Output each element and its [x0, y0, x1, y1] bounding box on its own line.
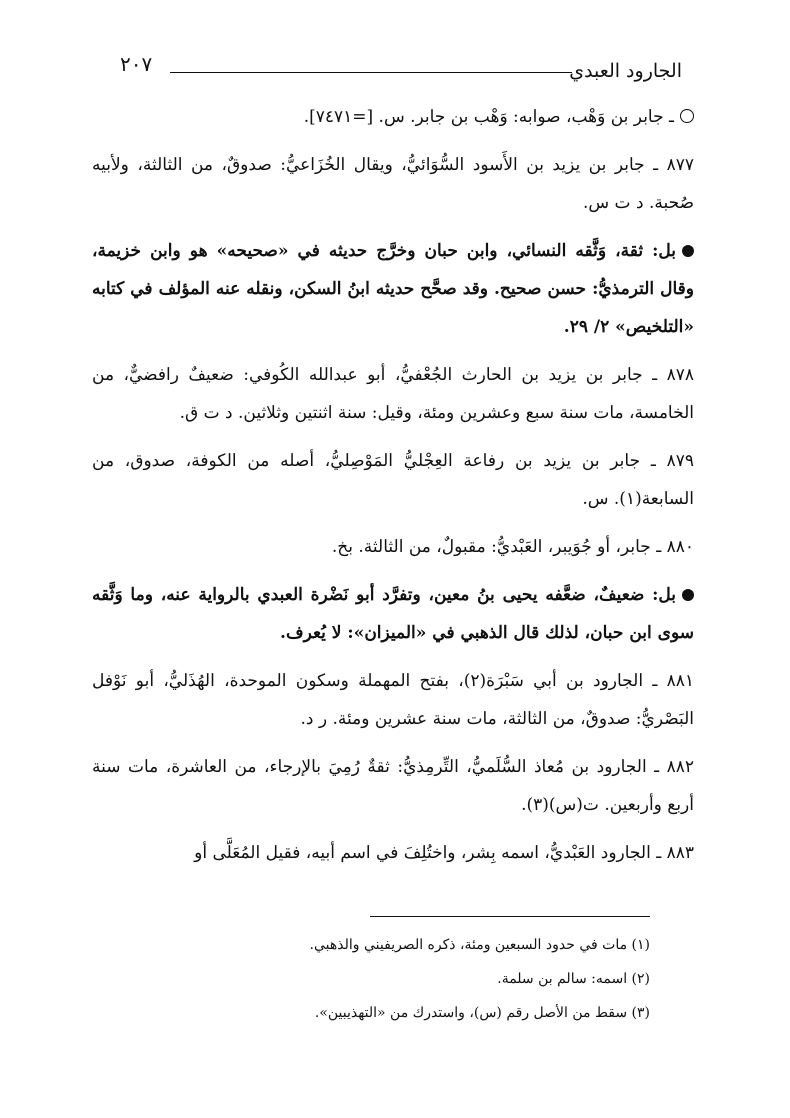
bullet-dot-icon: [682, 589, 694, 601]
entry-881: [92, 662, 694, 748]
annotation-877: [92, 232, 694, 356]
footnote-rule: [370, 916, 650, 917]
entry-text: ٨٨٢ ـ الجارود بن مُعاذ السُّلَميُّ، التِّرمِذيُّ: ثقةٌ رُمِيَ بالإرجاء، من العاشرة، مات سنة أربع وأربعين. ت(س)(٣).: [92, 757, 694, 815]
entry-text: بل: ضعيفٌ، ضعَّفه يحيى بنُ معين، وتفرَّد أبو نَضْرة العبدي بالرواية عنه، وما وَثَّقه سوى ابن حبان، لذلك قال الذهبي في «الميزان»: لا يُعرف.: [92, 585, 694, 643]
entry-text: ٨٧٨ ـ جابر بن يزيد بن الحارث الجُعْفيُّ، أبو عبدالله الكُوفي: ضعيفٌ رافضيٌّ، من الخامسة، مات سنة سبع وعشرين ومئة، وقيل: سنة اثنتين وثلاثين. د ت ق.: [92, 365, 694, 423]
circle-marker-icon: [680, 109, 694, 123]
entry-text: ٨٨٣ ـ الجارود العَبْديُّ، اسمه بِشر، واختُلِفَ في اسم أبيه، فقيل المُعَلَّى أو: [194, 843, 694, 863]
entry-879: [92, 442, 694, 528]
entry-877: [92, 146, 694, 232]
entry-text: ٨٨٠ ـ جابر، أو جُوَيبر، العَبْديُّ: مقبولٌ، من الثالثة. بخ.: [331, 537, 694, 557]
running-header: [120, 52, 682, 94]
footnote-1: (١) مات في حدود السبعين ومئة، ذكره الصريفيني والذهبي.: [309, 937, 650, 953]
entry-0: [92, 98, 694, 146]
footnote-2: (٢) اسمه: سالم بن سلمة.: [497, 971, 650, 987]
footnote-3: (٣) سقط من الأصل رقم (س)، واستدرك من «التهذيبين».: [314, 1005, 650, 1021]
entry-text: بل: ثقة، وَثَّقه النسائي، وابن حبان وخرَّج حديثه في «صحيحه» هو وابن خزيمة، وقال الترمذيُّ: حسن صحيح. وقد صحَّح حديثه ابنُ السكن، ونقله عنه المؤلف في كتابه «التلخيص» ٢/ ٢٩.: [92, 241, 694, 337]
footnotes: [250, 928, 650, 1030]
entry-text: ٨٧٩ ـ جابر بن يزيد بن رفاعة العِجْليُّ المَوْصِليُّ، أصله من الكوفة، صدوق، من السابعة(١). س.: [92, 451, 694, 509]
entry-882: [92, 748, 694, 834]
entry-880: [92, 528, 694, 576]
entry-text: ٨٧٧ ـ جابر بن يزيد بن الأَسود السُّوَائيُّ، ويقال الخُزَاعيُّ: صدوقٌ، من الثالثة، ولأبيه صُحبة. د ت س.: [92, 155, 694, 213]
running-title: الجارود العبدي: [569, 60, 682, 82]
entry-text: ـ جابر بن وَهْب، صوابه: وَهْب بن جابر. س. [=٧٤٧١].: [303, 107, 674, 127]
header-rule: [170, 72, 572, 73]
page-number: ٢٠٧: [120, 52, 153, 76]
entry-878: [92, 356, 694, 442]
entry-text: ٨٨١ ـ الجارود بن أبي سَبْرَة(٢)، بفتح المهملة وسكون الموحدة، الهُذَليُّ، أبو نَوْفل البَصْريُّ: صدوقٌ، من الثالثة، مات سنة عشرين ومئة. ر د.: [92, 671, 695, 729]
bullet-dot-icon: [682, 245, 694, 257]
entry-883: [92, 834, 694, 882]
main-text: [92, 98, 694, 882]
annotation-880: [92, 576, 694, 662]
